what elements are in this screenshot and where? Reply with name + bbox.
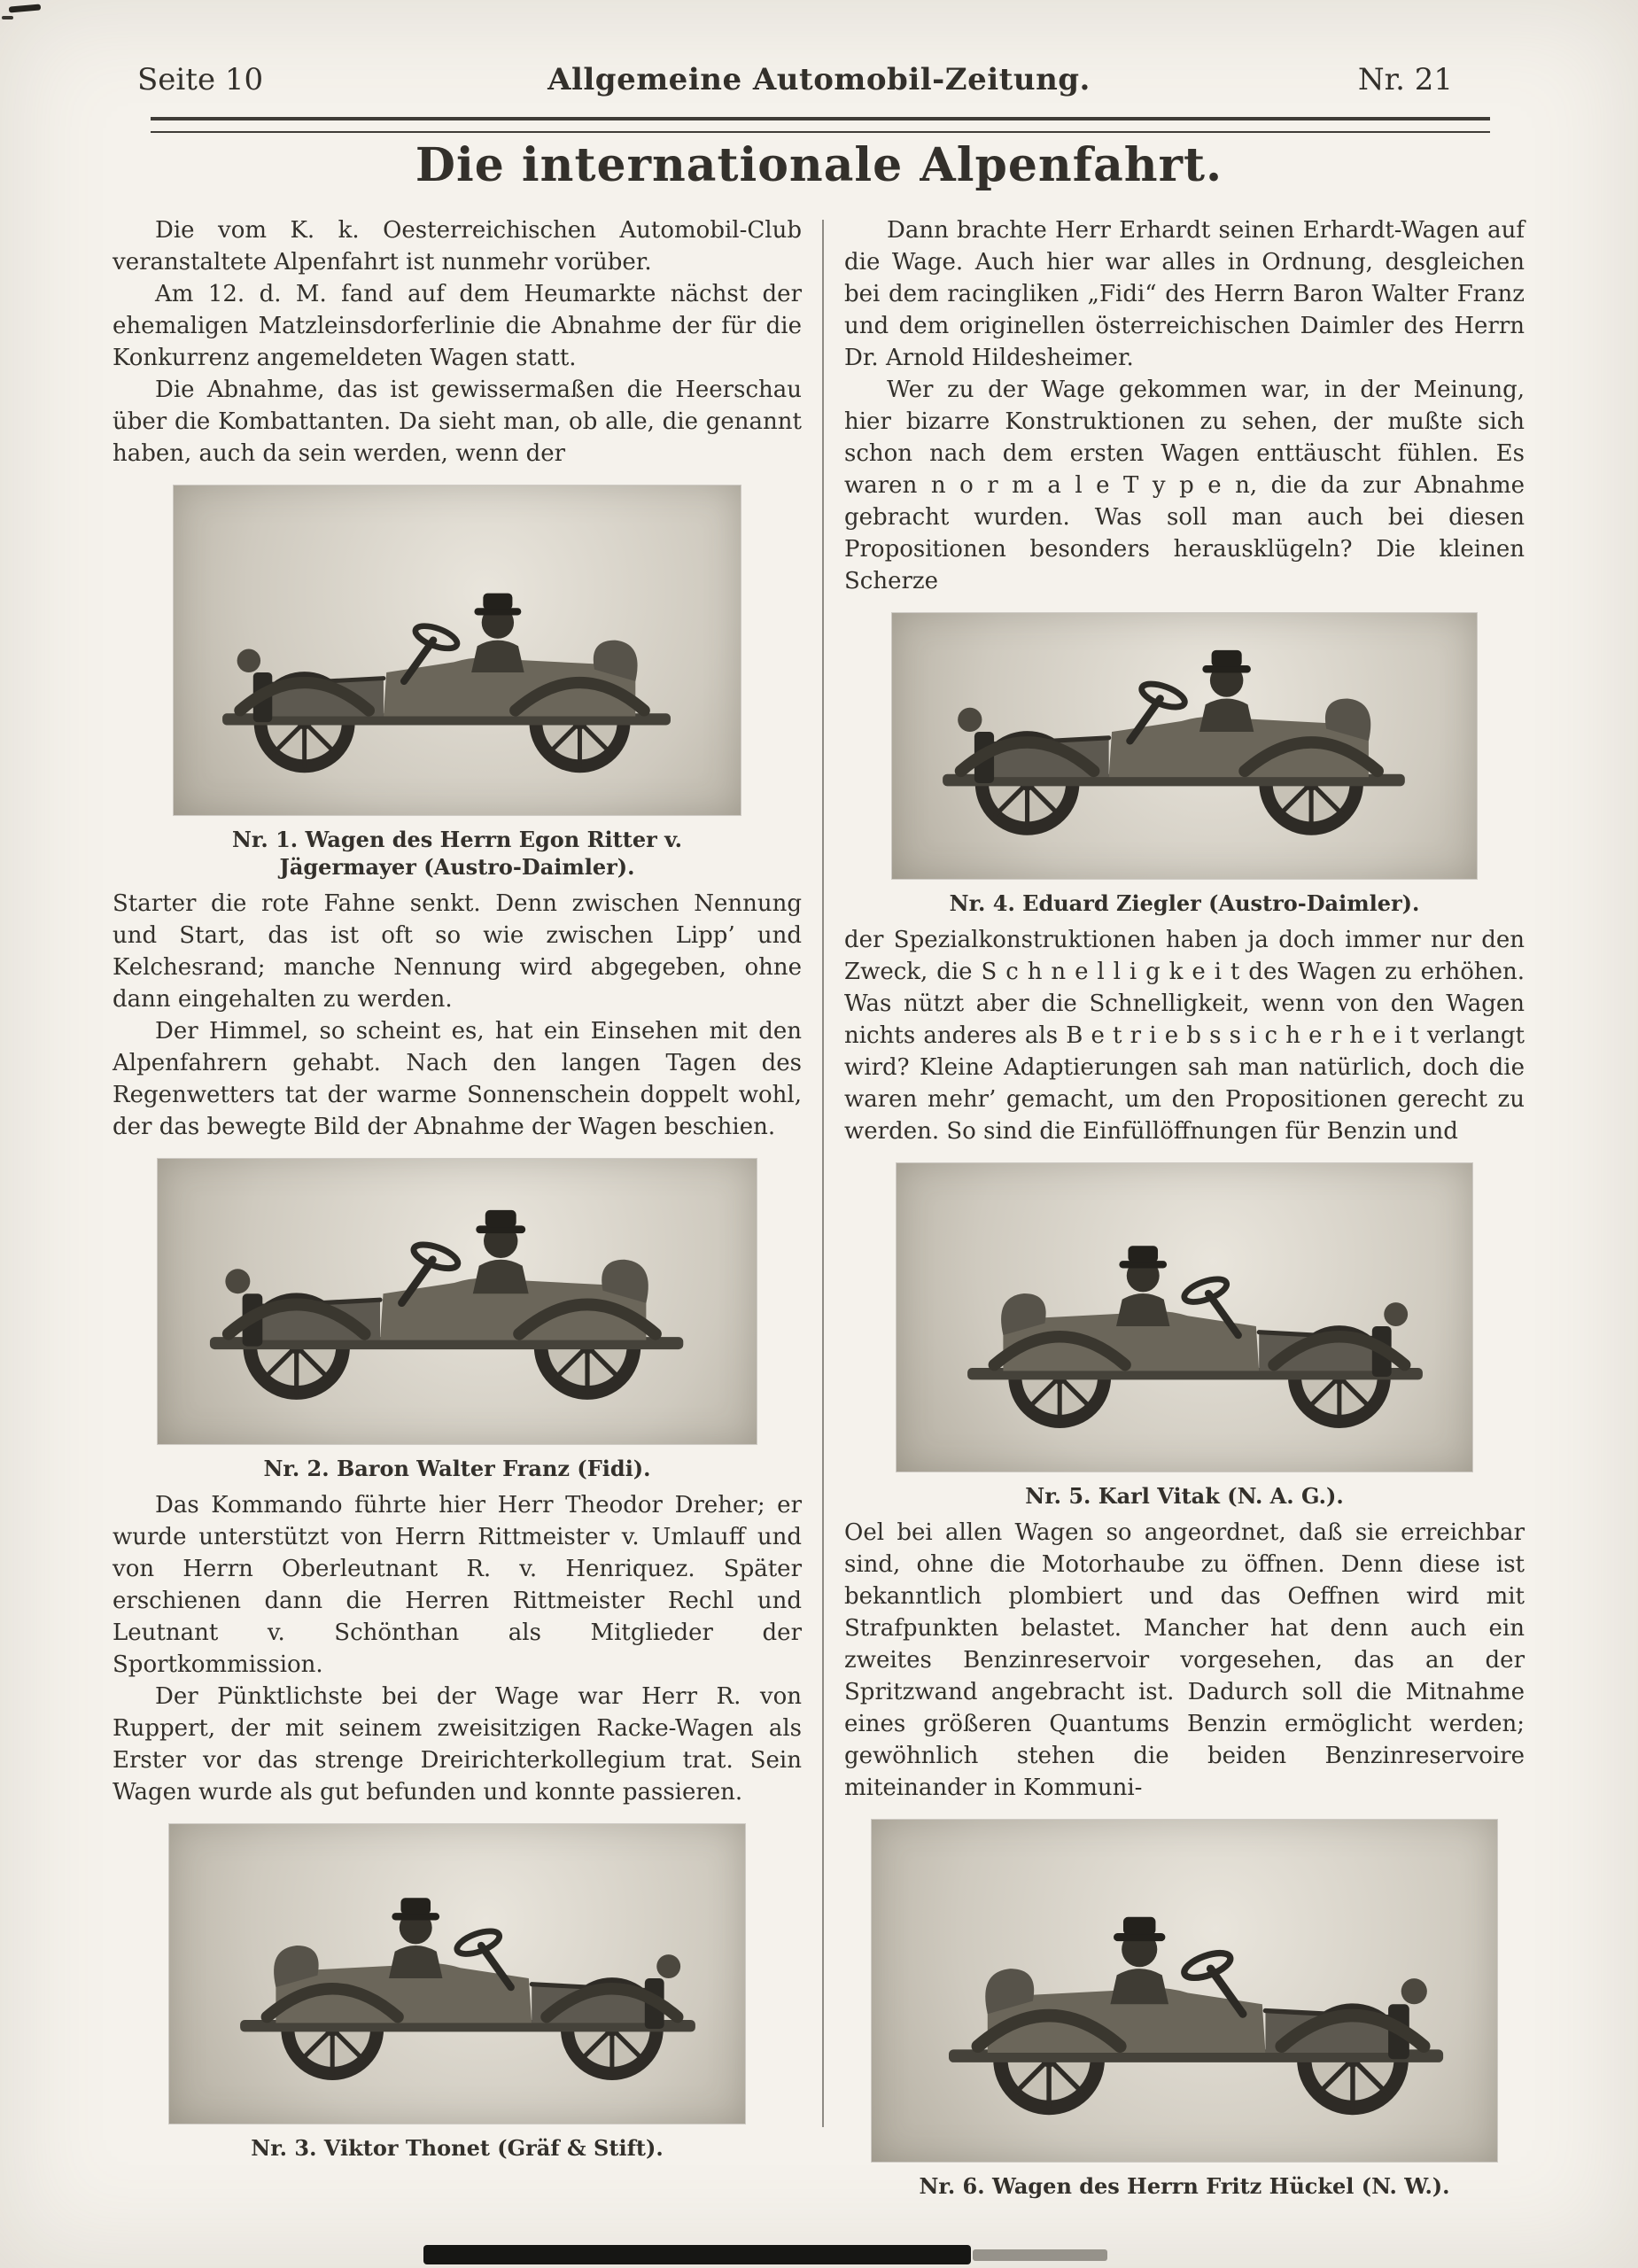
column-divider	[822, 220, 824, 2127]
figure-1	[174, 485, 741, 881]
paragraph: Oel bei allen Wagen so angeordnet, daß sie erreichbar sind, ohne die Motorhaube zu öffnen. Denn diese ist bekanntlich plombiert und das Oeffnen wird mit Strafpunkten belastet. Mancher hat denn auch ein zweites Benzinreservoir vorgesehen, das an der Spritzwand angebracht ist. Dadurch soll die Mitnahme eines größeren Quantums Benzin ermöglicht werden; gewöhnlich stehen die beiden Benzinreservoire miteinander in Kommuni-	[844, 1519, 1525, 1801]
paragraph: Die vom K. k. Oesterreichischen Automobil-Club veranstaltete Alpenfahrt ist nunmehr vorüber.	[113, 217, 802, 276]
car-photo-2	[158, 1159, 757, 1444]
scan-speck	[2, 16, 13, 19]
figure-1-caption: Nr. 1. Wagen des Herrn Egon Ritter v. Jägermayer (Austro-Daimler).	[231, 827, 682, 880]
paragraph: Die Abnahme, das ist gewissermaßen die Heerschau über die Kombattanten. Da sieht man, ob alle, die genannt haben, auch da sein werden, wenn der	[113, 377, 802, 467]
paragraph: Starter die rote Fahne senkt. Denn zwischen Nennung und Start, das ist oft so wie zwischen Lipp’ und Kelchesrand; manche Nennung wird abgegeben, ohne dann eingehalten zu werden.	[113, 890, 802, 1013]
car-photo-3	[169, 1824, 745, 2124]
paragraph: Der Pünktlichste bei der Wage war Herr R. von Ruppert, der mit seinem zweisitzigen Racke-Wagen als Erster vor das strenge Dreirichterkollegium trat. Sein Wagen wurde als gut befunden und konnte passieren.	[113, 1683, 802, 1806]
car-silhouette-icon	[179, 1173, 736, 1420]
issue-number-label: Nr. 21	[1357, 62, 1453, 97]
figure-5	[897, 1163, 1472, 1510]
figure-4	[892, 613, 1477, 917]
header-rule	[151, 117, 1490, 133]
scan-artifact-bar	[423, 2245, 971, 2264]
car-photo-5	[897, 1163, 1472, 1472]
car-photo-1	[174, 485, 741, 815]
scan-speck	[9, 4, 41, 12]
figure-3	[169, 1824, 745, 2162]
left-column	[113, 214, 802, 2207]
car-photo-4	[892, 613, 1477, 879]
figure-2	[158, 1159, 757, 1482]
car-photo-6	[872, 1820, 1497, 2162]
figure-5-caption: Nr. 5. Karl Vitak (N. A. G.).	[1025, 1483, 1344, 1509]
article-columns	[113, 214, 1525, 2207]
car-silhouette-icon	[190, 1862, 726, 2101]
article-title: Die internationale Alpenfahrt.	[415, 138, 1223, 192]
paragraph: der Spezialkonstruktionen haben ja doch immer nur den Zweck, die S c h n e l l i g k e i t des Wagen zu erhöhen. Was nützt aber die Schnelligkeit, wenn von den Wagen nichts anderes als B e t r i e b s s i c h e r h e i t verlangt wird? Kleine Adaptierungen sah man natürlich, doch die waren mehr’ gemacht, um den Propositionen gerecht zu werden. So sind die Einfüllöffnungen für Benzin und	[844, 927, 1525, 1145]
paragraph: Der Himmel, so scheint es, hat ein Einsehen mit den Alpenfahrern gehabt. Nach den langen Tagen des Regenwetters tat der warme Sonnenschein doppelt wohl, der das bewegte Bild der Abnahme der Wagen beschien.	[113, 1018, 802, 1140]
car-silhouette-icon	[894, 1878, 1476, 2137]
figure-6	[872, 1820, 1497, 2200]
figure-3-caption: Nr. 3. Viktor Thonet (Gräf & Stift).	[251, 2135, 664, 2161]
page-number-label: Seite 10	[137, 62, 264, 97]
right-column	[844, 214, 1525, 2207]
figure-4-caption: Nr. 4. Eduard Ziegler (Austro-Daimler).	[949, 890, 1420, 916]
paragraph: Am 12. d. M. fand auf dem Heumarkte nächst der ehemaligen Matzleinsdorferlinie die Abnahme der für die Konkurrenz angemeldeten Wagen statt.	[113, 281, 802, 371]
figure-6-caption: Nr. 6. Wagen des Herrn Fritz Hückel (N. W.).	[919, 2173, 1450, 2199]
paragraph: Wer zu der Wage gekommen war, in der Meinung, hier bizarre Konstruktionen zu sehen, der mußte sich schon nach dem ersten Wagen enttäuscht fühlen. Es waren n o r m a l e T y p e n, die da zur Abnahme gebracht wurden. Was soll man auch bei diesen Propositionen besonders herausklügeln? Die kleinen Scherze	[844, 377, 1525, 594]
paragraph: Dann brachte Herr Erhardt seinen Erhardt-Wagen auf die Wage. Auch hier war alles in Ordnung, desgleichen bei dem racingliken „Fidi“ des Herrn Baron Walter Franz und dem originellen österreichischen Daimler des Herrn Dr. Arnold Hildesheimer.	[844, 217, 1525, 371]
car-silhouette-icon	[917, 1210, 1453, 1449]
publication-name: Allgemeine Automobil-Zeitung.	[547, 62, 1091, 97]
figure-2-caption: Nr. 2. Baron Walter Franz (Fidi).	[263, 1456, 651, 1481]
paragraph: Das Kommando führte hier Herr Theodor Dreher; er wurde unterstützt von Herrn Rittmeister v. Umlauff und von Herrn Oberleutnant R. v. Henriquez. Später erschienen dann die Herren Rittmeister Rechl und Leutnant v. Schönthan als Mitglieder der Sportkommission.	[113, 1492, 802, 1678]
car-silhouette-icon	[193, 558, 720, 793]
page-header	[0, 62, 1638, 105]
scan-artifact-tail	[973, 2249, 1107, 2261]
car-silhouette-icon	[912, 614, 1456, 856]
